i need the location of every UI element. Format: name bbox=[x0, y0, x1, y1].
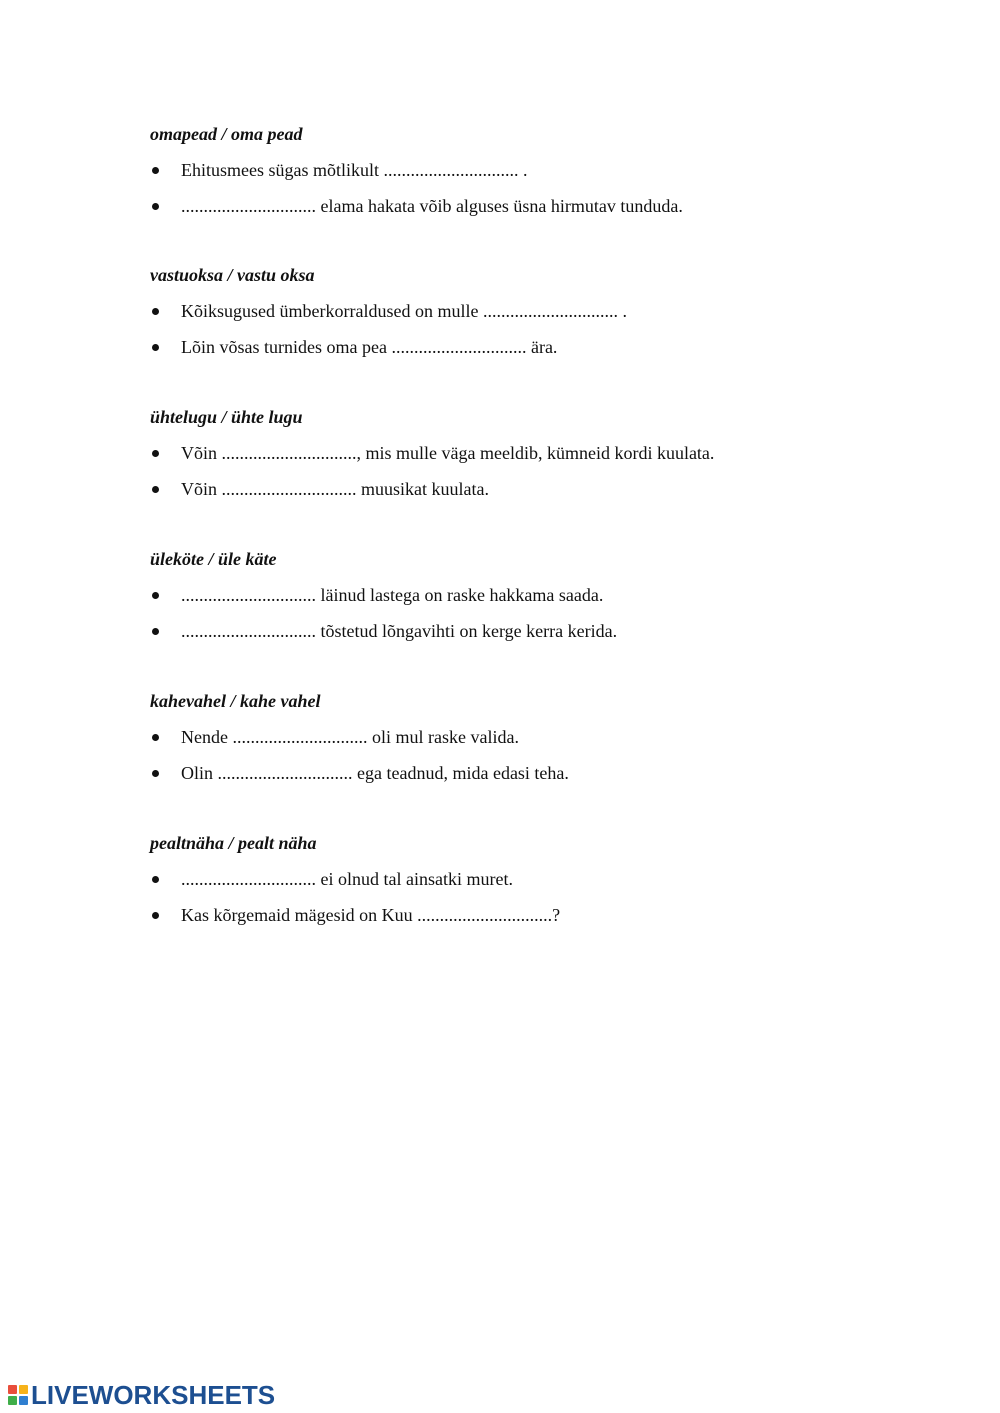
logo-block bbox=[8, 1396, 17, 1405]
section-heading: vastuoksa / vastu oksa bbox=[150, 265, 315, 285]
bullet-icon bbox=[152, 203, 159, 210]
bullet-icon bbox=[152, 486, 159, 493]
exercise-section bbox=[150, 547, 910, 655]
section-heading: kahevahel / kahe vahel bbox=[150, 691, 321, 711]
logo-block bbox=[8, 1385, 17, 1394]
sentence-text: Nende .............................. oli mul raske valida. bbox=[181, 727, 519, 747]
sentence-text: .............................. tõstetud lõngavihti on kerge kerra kerida. bbox=[181, 621, 618, 641]
list-item bbox=[150, 903, 910, 927]
section-heading: ühtelugu / ühte lugu bbox=[150, 407, 303, 427]
list-item bbox=[150, 619, 910, 643]
exercise-section bbox=[150, 689, 910, 797]
exercise-section bbox=[150, 263, 910, 371]
bullet-icon bbox=[152, 167, 159, 174]
sentence-text: Võin .............................., mis mulle väga meeldib, kümneid kordi kuulata. bbox=[181, 443, 715, 463]
section-heading: pealtnäha / pealt näha bbox=[150, 833, 317, 853]
sentence-text: Olin .............................. ega teadnud, mida edasi teha. bbox=[181, 763, 569, 783]
sentence-text: .............................. ei olnud tal ainsatki muret. bbox=[181, 869, 513, 889]
sentence-text: .............................. läinud lastega on raske hakkama saada. bbox=[181, 585, 604, 605]
bullet-icon bbox=[152, 592, 159, 599]
bullet-icon bbox=[152, 344, 159, 351]
list-item bbox=[150, 335, 910, 359]
list-item bbox=[150, 194, 910, 218]
logo-text: LIVEWORKSHEETS bbox=[31, 1380, 276, 1410]
sentence-text: Võin .............................. muusikat kuulata. bbox=[181, 479, 489, 499]
list-item bbox=[150, 583, 910, 607]
list-item bbox=[150, 867, 910, 891]
exercise-section bbox=[150, 122, 910, 230]
sentence-text: Kõiksugused ümberkorraldused on mulle .............................. . bbox=[181, 301, 627, 321]
sentence-list bbox=[150, 725, 910, 785]
bullet-icon bbox=[152, 628, 159, 635]
list-item bbox=[150, 441, 910, 465]
sentence-text: .............................. elama hakata võib alguses üsna hirmutav tunduda. bbox=[181, 196, 683, 216]
bullet-icon bbox=[152, 876, 159, 883]
sentence-text: Kas kõrgemaid mägesid on Kuu ..............................? bbox=[181, 905, 561, 925]
exercise-section bbox=[150, 831, 910, 939]
logo-block bbox=[19, 1385, 28, 1394]
bullet-icon bbox=[152, 450, 159, 457]
bullet-icon bbox=[152, 770, 159, 777]
list-item bbox=[150, 477, 910, 501]
section-heading: üleköte / üle käte bbox=[150, 549, 277, 569]
sentence-text: Lõin võsas turnides oma pea .............................. ära. bbox=[181, 337, 558, 357]
sentence-list bbox=[150, 441, 910, 501]
sentence-list bbox=[150, 299, 910, 359]
bullet-icon bbox=[152, 308, 159, 315]
section-heading: omapead / oma pead bbox=[150, 124, 303, 144]
list-item bbox=[150, 158, 910, 182]
logo-block bbox=[19, 1396, 28, 1405]
sentence-list bbox=[150, 158, 910, 218]
sentence-list bbox=[150, 583, 910, 643]
list-item bbox=[150, 299, 910, 323]
list-item bbox=[150, 725, 910, 749]
bullet-icon bbox=[152, 912, 159, 919]
sentence-list bbox=[150, 867, 910, 927]
exercise-section bbox=[150, 405, 910, 513]
bullet-icon bbox=[152, 734, 159, 741]
logo-blocks-icon bbox=[8, 1385, 28, 1405]
liveworksheets-logo bbox=[8, 1380, 275, 1410]
list-item bbox=[150, 761, 910, 785]
sentence-text: Ehitusmees sügas mõtlikult .............................. . bbox=[181, 160, 528, 180]
